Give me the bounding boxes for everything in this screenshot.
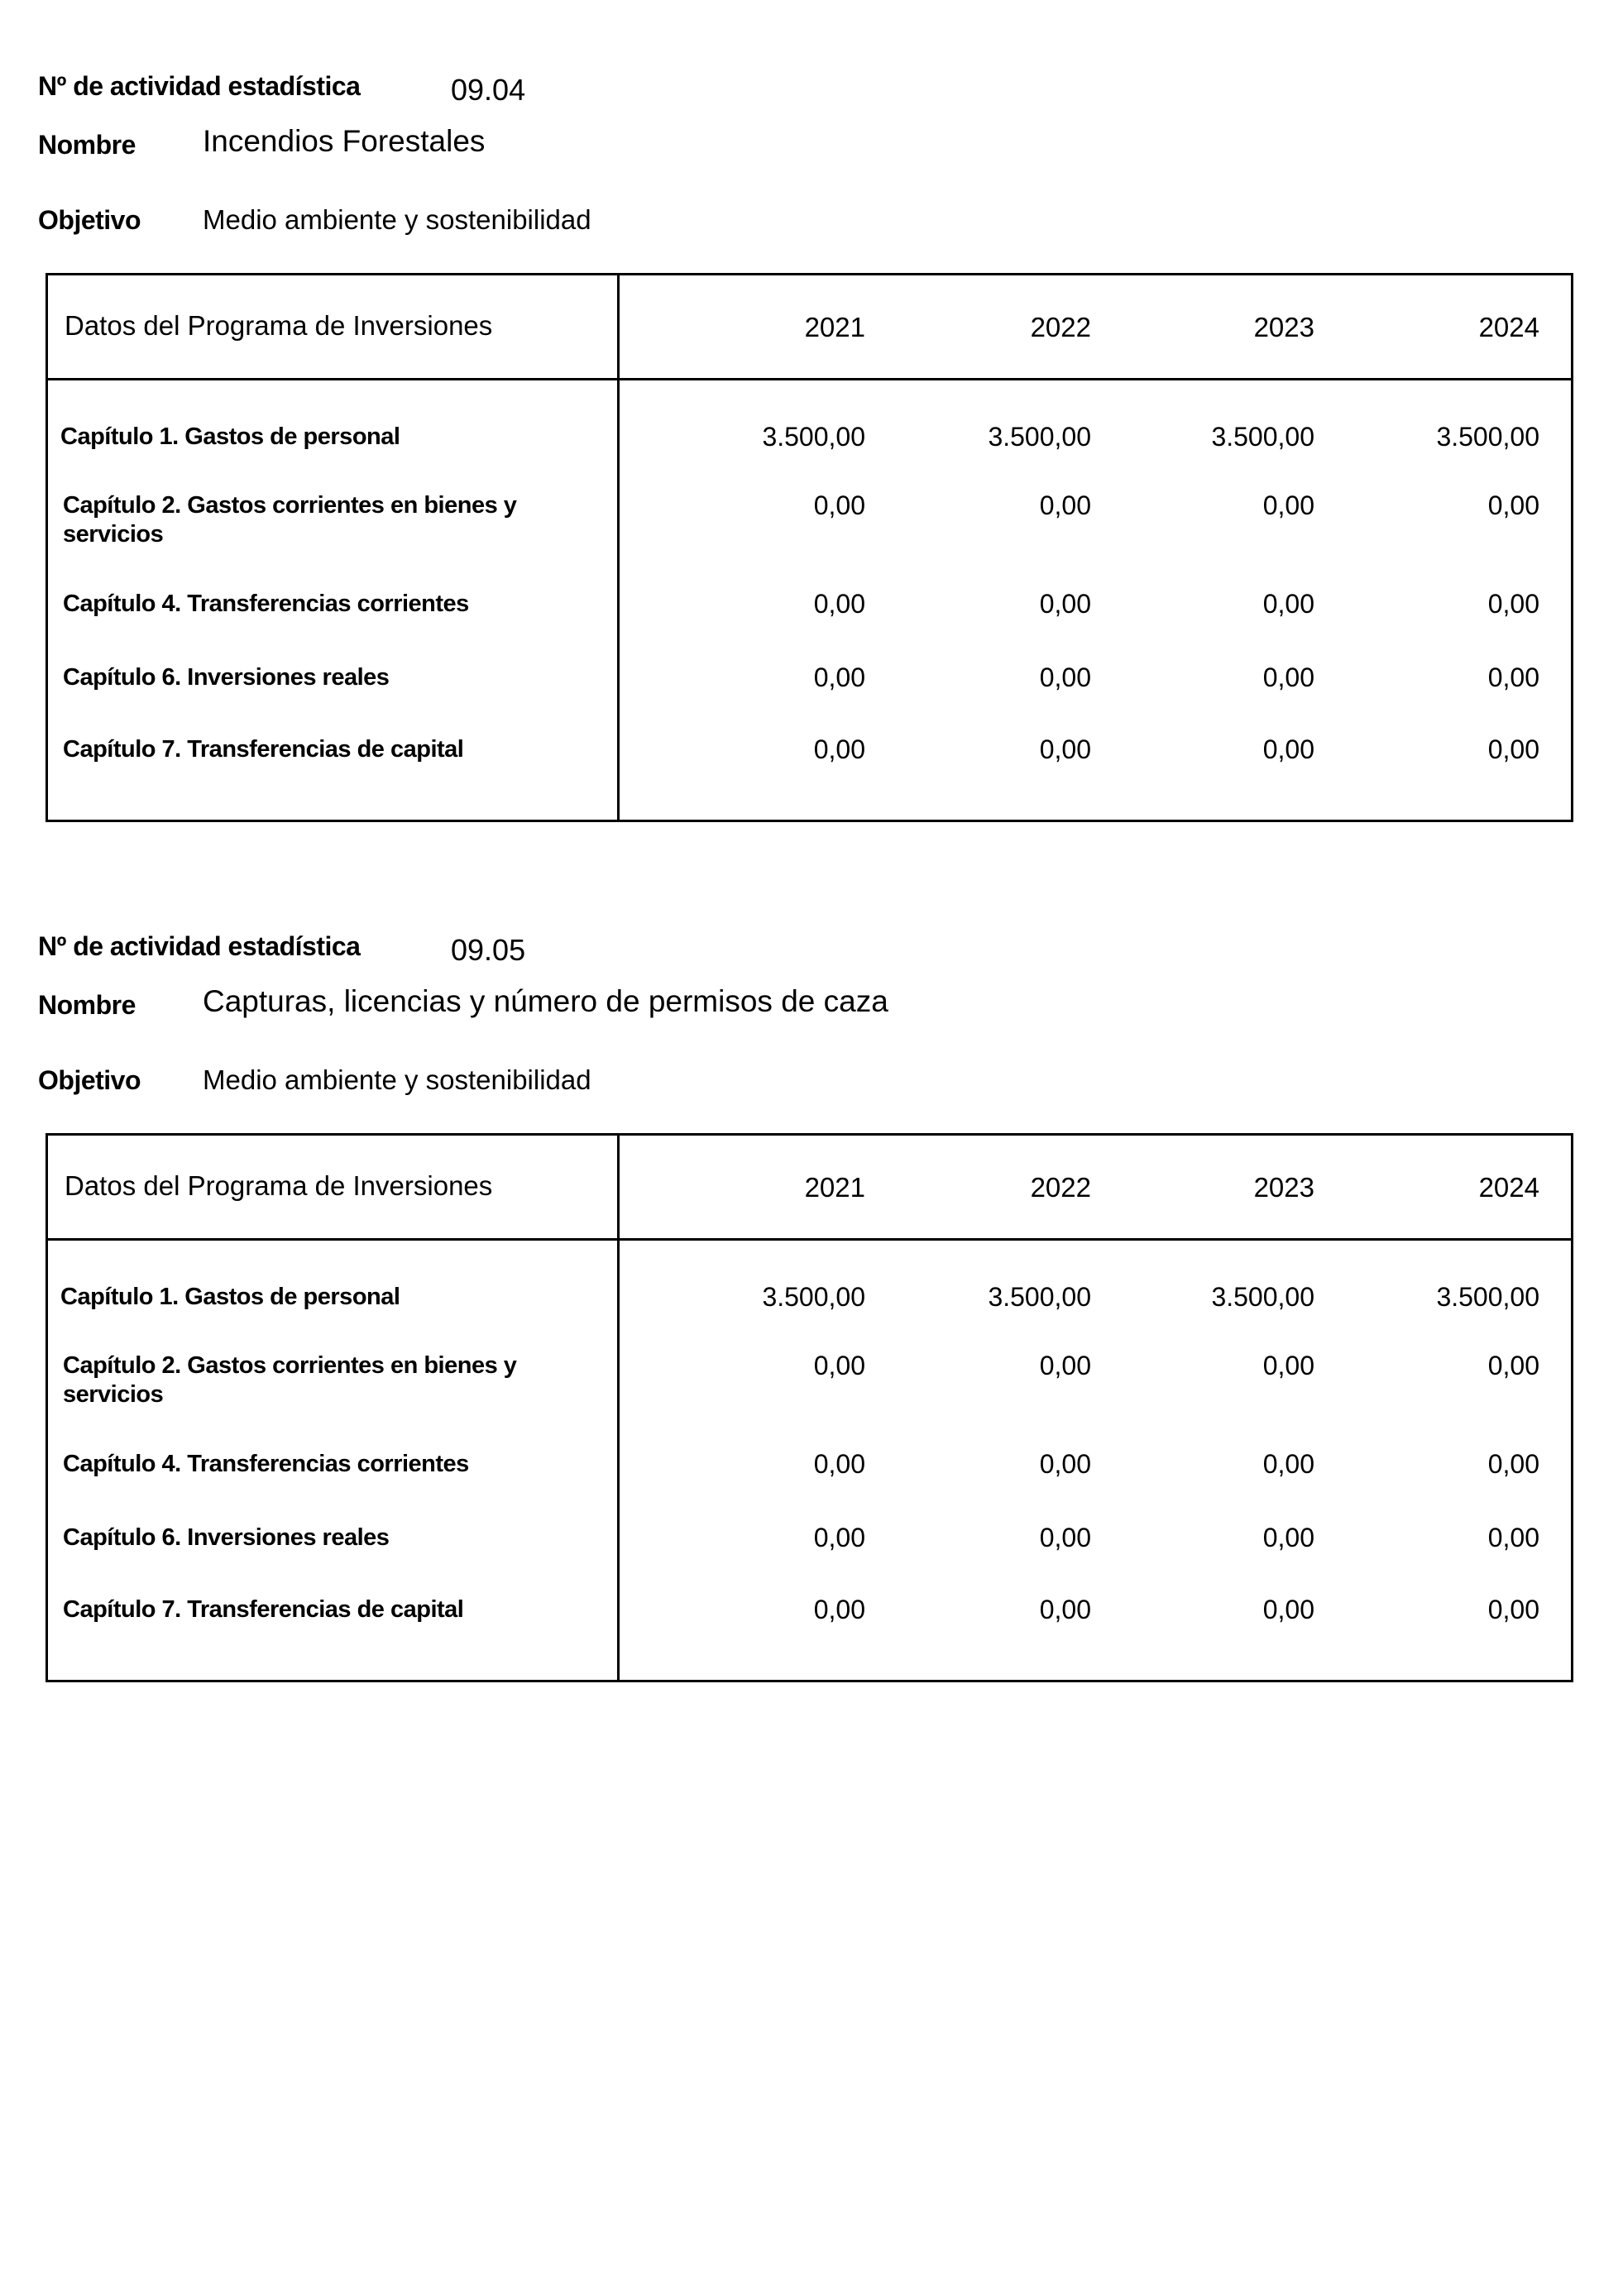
table-cell: 0,00 bbox=[1487, 589, 1539, 619]
table-cell: 3.500,00 bbox=[1211, 422, 1314, 452]
table-cell: 0,00 bbox=[813, 734, 865, 764]
row-label-capitulo-6: Capítulo 6. Inversiones reales bbox=[63, 664, 390, 691]
objetivo-value: Medio ambiente y sostenibilidad bbox=[203, 204, 591, 235]
table-header-label: Datos del Programa de Inversiones bbox=[65, 310, 493, 341]
table-header-year: 2021 bbox=[804, 1172, 865, 1203]
table-cell: 0,00 bbox=[1039, 1523, 1091, 1552]
table-cell: 0,00 bbox=[1039, 1449, 1091, 1479]
table-cell: 0,00 bbox=[1487, 490, 1539, 520]
table-cell: 0,00 bbox=[1487, 1595, 1539, 1624]
activity-number-label: Nº de actividad estadística bbox=[38, 931, 361, 961]
table-cell: 0,00 bbox=[1487, 1523, 1539, 1552]
row-label-capitulo-1: Capítulo 1. Gastos de personal bbox=[60, 423, 400, 450]
table-cell: 3.500,00 bbox=[762, 422, 865, 452]
table-cell: 0,00 bbox=[813, 1523, 865, 1552]
table-cell: 0,00 bbox=[1039, 1351, 1091, 1380]
row-label-capitulo-4: Capítulo 4. Transferencias corrientes bbox=[63, 1451, 469, 1477]
table-cell: 0,00 bbox=[813, 662, 865, 692]
table-header-year: 2024 bbox=[1478, 312, 1539, 342]
table-cell: 0,00 bbox=[1262, 589, 1314, 619]
table-cell: 0,00 bbox=[1039, 734, 1091, 764]
activity-section-2 bbox=[0, 860, 1623, 1720]
table-cell: 3.500,00 bbox=[1436, 422, 1539, 452]
nombre-label: Nombre bbox=[38, 990, 136, 1020]
table-cell: 0,00 bbox=[1039, 1595, 1091, 1624]
table-cell: 3.500,00 bbox=[988, 1282, 1091, 1312]
table-divider-horizontal bbox=[48, 1238, 1571, 1241]
table-header-year: 2023 bbox=[1253, 1172, 1314, 1203]
table-cell: 0,00 bbox=[1039, 490, 1091, 520]
activity-number-value: 09.05 bbox=[451, 933, 526, 967]
table-cell: 0,00 bbox=[1262, 1449, 1314, 1479]
nombre-value: Capturas, licencias y número de permisos de caza bbox=[203, 984, 888, 1018]
table-cell: 0,00 bbox=[813, 589, 865, 619]
table-cell: 0,00 bbox=[1262, 662, 1314, 692]
investment-table bbox=[45, 273, 1573, 822]
table-cell: 0,00 bbox=[813, 490, 865, 520]
table-cell: 0,00 bbox=[813, 1595, 865, 1624]
table-cell: 0,00 bbox=[1487, 734, 1539, 764]
table-divider-horizontal bbox=[48, 378, 1571, 380]
table-cell: 0,00 bbox=[1262, 1523, 1314, 1552]
nombre-value: Incendios Forestales bbox=[203, 124, 486, 158]
table-cell: 0,00 bbox=[813, 1351, 865, 1380]
table-header-year: 2021 bbox=[804, 312, 865, 342]
investment-table bbox=[45, 1133, 1573, 1682]
row-label-capitulo-4: Capítulo 4. Transferencias corrientes bbox=[63, 591, 469, 617]
row-label-capitulo-2: Capítulo 2. Gastos corrientes en bienes y servicios bbox=[63, 1352, 517, 1408]
table-divider-vertical bbox=[617, 275, 620, 820]
row-label-capitulo-7: Capítulo 7. Transferencias de capital bbox=[63, 1596, 464, 1623]
table-header-year: 2023 bbox=[1253, 312, 1314, 342]
table-cell: 0,00 bbox=[1039, 589, 1091, 619]
row-label-capitulo-1: Capítulo 1. Gastos de personal bbox=[60, 1284, 400, 1310]
table-cell: 0,00 bbox=[1487, 662, 1539, 692]
objetivo-label: Objetivo bbox=[38, 205, 141, 235]
row-label-capitulo-2: Capítulo 2. Gastos corrientes en bienes y servicios bbox=[63, 492, 517, 548]
activity-number-label: Nº de actividad estadística bbox=[38, 71, 361, 101]
table-cell: 0,00 bbox=[1262, 1351, 1314, 1380]
table-cell: 3.500,00 bbox=[762, 1282, 865, 1312]
table-divider-vertical bbox=[617, 1136, 620, 1680]
table-header-year: 2024 bbox=[1478, 1172, 1539, 1203]
table-cell: 0,00 bbox=[1262, 734, 1314, 764]
row-label-capitulo-7: Capítulo 7. Transferencias de capital bbox=[63, 736, 464, 763]
table-cell: 0,00 bbox=[813, 1449, 865, 1479]
table-header-year: 2022 bbox=[1030, 1172, 1091, 1203]
nombre-label: Nombre bbox=[38, 130, 136, 160]
objetivo-value: Medio ambiente y sostenibilidad bbox=[203, 1064, 591, 1095]
table-cell: 0,00 bbox=[1262, 490, 1314, 520]
table-cell: 0,00 bbox=[1487, 1351, 1539, 1380]
table-cell: 0,00 bbox=[1262, 1595, 1314, 1624]
table-cell: 3.500,00 bbox=[988, 422, 1091, 452]
table-cell: 0,00 bbox=[1487, 1449, 1539, 1479]
table-cell: 3.500,00 bbox=[1436, 1282, 1539, 1312]
activity-section-1 bbox=[0, 0, 1623, 860]
table-cell: 0,00 bbox=[1039, 662, 1091, 692]
row-label-capitulo-6: Capítulo 6. Inversiones reales bbox=[63, 1524, 390, 1551]
table-header-label: Datos del Programa de Inversiones bbox=[65, 1170, 493, 1201]
activity-number-value: 09.04 bbox=[451, 73, 526, 107]
objetivo-label: Objetivo bbox=[38, 1065, 141, 1095]
table-header-year: 2022 bbox=[1030, 312, 1091, 342]
table-cell: 3.500,00 bbox=[1211, 1282, 1314, 1312]
